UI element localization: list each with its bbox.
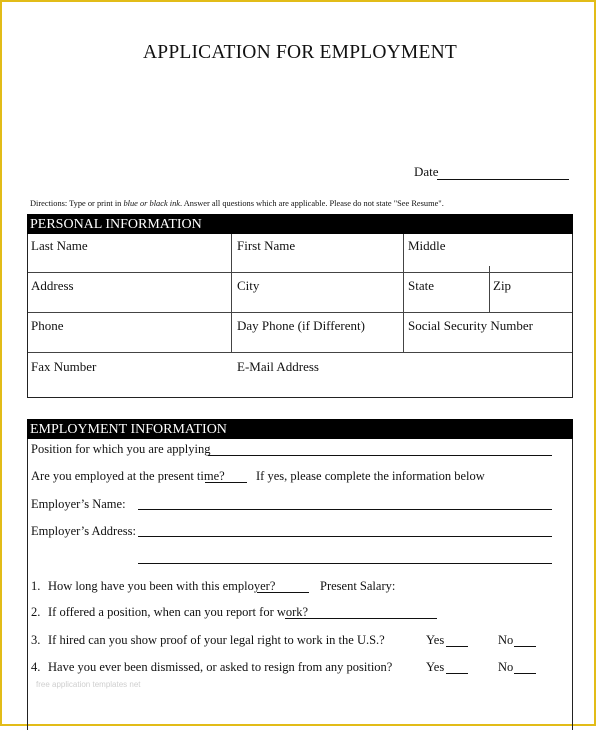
fax-field[interactable]: Fax Number xyxy=(31,359,97,374)
employed-now-label: Are you employed at the present time? xyxy=(31,469,225,483)
q2-label: If offered a position, when can you report for work? xyxy=(48,605,309,619)
col-divider xyxy=(403,234,404,272)
q3-number: 3. xyxy=(31,633,41,647)
row-divider xyxy=(28,352,572,353)
email-field[interactable]: E-Mail Address xyxy=(237,359,319,374)
q3-no-label: No xyxy=(498,633,514,647)
address-field[interactable]: Address xyxy=(31,278,74,293)
col-divider xyxy=(489,266,490,312)
q3-label: If hired can you show proof of your legal right to work in the U.S.? xyxy=(48,633,385,647)
first-name-field[interactable]: First Name xyxy=(237,238,296,253)
employed-now-field[interactable] xyxy=(205,482,247,483)
q1-field[interactable] xyxy=(257,592,309,593)
position-label: Position for which you are applying xyxy=(31,442,211,456)
middle-name-field[interactable]: Middle xyxy=(408,238,446,253)
q4-no-field[interactable] xyxy=(514,673,536,674)
employment-info-header: EMPLOYMENT INFORMATION xyxy=(27,419,573,439)
q2-number: 2. xyxy=(31,605,41,619)
ssn-field[interactable]: Social Security Number xyxy=(408,318,533,333)
employer-name-label: Employer’s Name: xyxy=(31,497,126,511)
zip-field[interactable]: Zip xyxy=(493,278,512,293)
personal-info-header: PERSONAL INFORMATION xyxy=(27,214,573,234)
date-field[interactable] xyxy=(437,179,569,180)
col-divider xyxy=(231,312,232,352)
directions-ink: blue or black ink xyxy=(123,199,180,208)
row-divider xyxy=(28,272,572,273)
q4-yes-label: Yes xyxy=(426,660,445,674)
q4-number: 4. xyxy=(31,660,41,674)
day-phone-field[interactable]: Day Phone (if Different) xyxy=(237,318,365,333)
col-divider xyxy=(231,234,232,272)
q2-field[interactable] xyxy=(285,618,437,619)
q4-yes-field[interactable] xyxy=(446,673,468,674)
page-title: APPLICATION FOR EMPLOYMENT xyxy=(143,42,457,63)
last-name-field[interactable]: Last Name xyxy=(31,238,88,253)
q1-label: How long have you been with this employer? xyxy=(48,579,276,593)
employer-address-field-2[interactable] xyxy=(138,563,552,564)
position-field[interactable] xyxy=(208,455,552,456)
col-divider xyxy=(403,312,404,352)
state-field[interactable]: State xyxy=(408,278,434,293)
col-divider xyxy=(231,272,232,312)
directions-prefix: Directions: Type or print in xyxy=(30,199,124,208)
employer-address-field[interactable] xyxy=(138,536,552,537)
col-divider xyxy=(403,272,404,312)
directions-suffix: . Answer all questions which are applicable. Please do not state "See Resume". xyxy=(179,199,444,208)
directions-text xyxy=(30,199,444,208)
q3-yes-label: Yes xyxy=(426,633,445,647)
if-yes-note: If yes, please complete the information below xyxy=(256,469,485,483)
employer-address-label: Employer’s Address: xyxy=(31,524,136,538)
q1-number: 1. xyxy=(31,579,41,593)
phone-field[interactable]: Phone xyxy=(31,318,64,333)
employer-name-field[interactable] xyxy=(138,509,552,510)
date-label: Date xyxy=(414,164,439,179)
q3-yes-field[interactable] xyxy=(446,646,468,647)
q3-no-field[interactable] xyxy=(514,646,536,647)
q4-label: Have you ever been dismissed, or asked to resign from any position? xyxy=(48,660,393,674)
present-salary-label: Present Salary: xyxy=(320,579,396,593)
city-field[interactable]: City xyxy=(237,278,260,293)
q4-no-label: No xyxy=(498,660,514,674)
watermark-text: free application templates net xyxy=(36,680,141,689)
row-divider xyxy=(28,312,572,313)
